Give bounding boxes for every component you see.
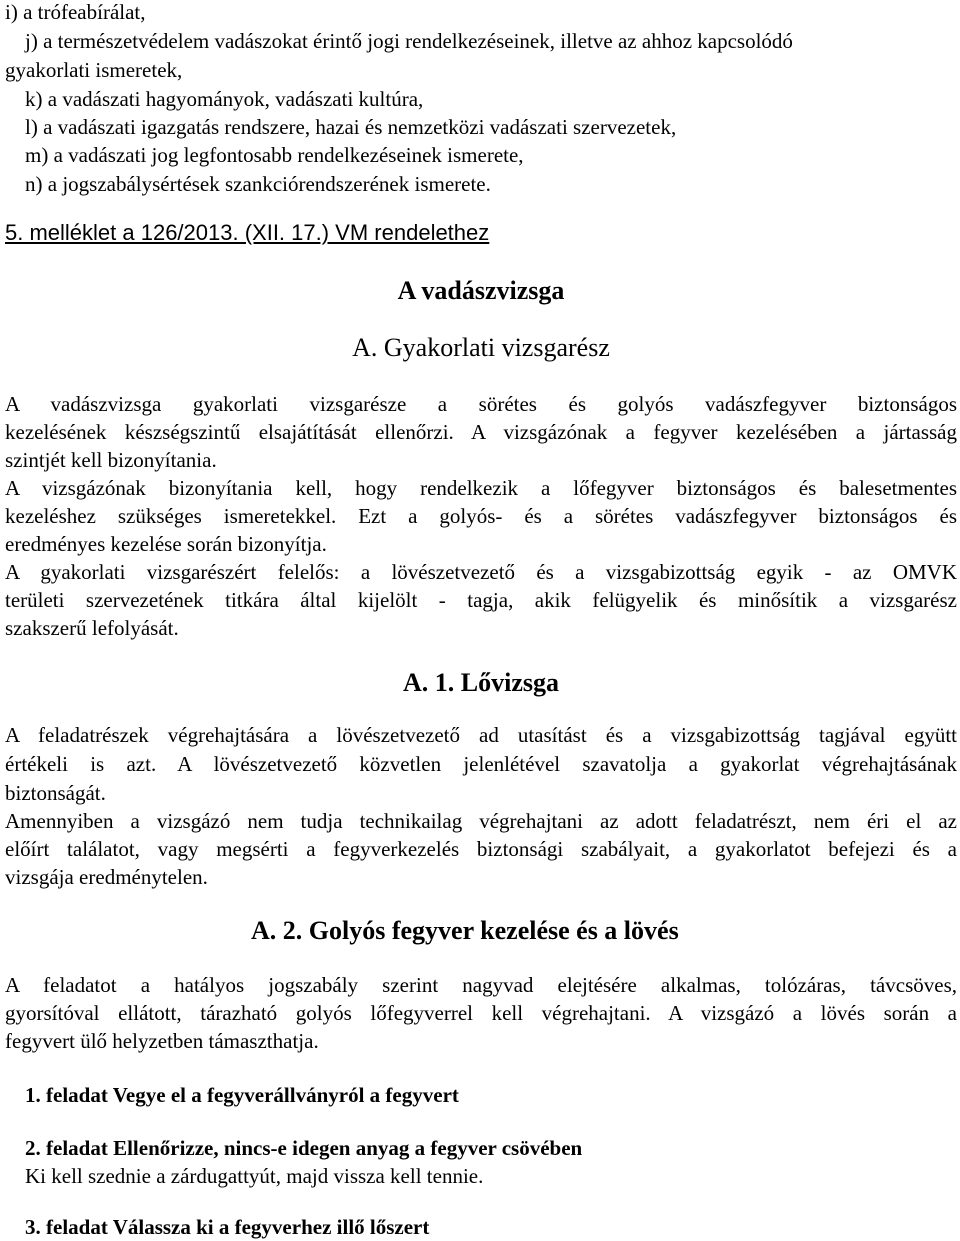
doc-title: A vadászvizsga — [397, 276, 565, 305]
section-a1-heading: A. 1. Lővizsga — [403, 668, 559, 697]
section-a1-line: A feladatrészek végrehajtására a lövészetvezető ad utasítást és a vizsgabizottság tagjával együtt — [5, 723, 957, 747]
section-a1-line: biztonságát. — [5, 781, 106, 805]
annex-heading: 5. melléklet a 126/2013. (XII. 17.) VM rendelethez — [5, 220, 490, 245]
section-a2-line: A feladatot a hatályos jogszabály szerint nagyvad elejtésére alkalmas, tolózáras, távcsöves, — [5, 973, 957, 997]
section-a-heading: A. Gyakorlati vizsgarész — [352, 333, 610, 362]
task-3-title: 3. feladat Válassza ki a fegyverhez illő lőszert — [25, 1215, 430, 1239]
section-a-line: szintjét kell bizonyítania. — [5, 448, 217, 472]
list-item-j: j) a természetvédelem vadászokat érintő jogi rendelkezéseinek, illetve az ahhoz kapcsolódó — [25, 29, 793, 53]
section-a-line: A vadászvizsga gyakorlati vizsgarésze a sörétes és golyós vadászfegyver biztonságos — [5, 392, 957, 416]
section-a2-heading: A. 2. Golyós fegyver kezelése és a lövés — [251, 916, 679, 945]
section-a-line: szakszerű lefolyását. — [5, 616, 179, 640]
list-item-k: k) a vadászati hagyományok, vadászati kultúra, — [25, 87, 424, 111]
section-a1-line: vizsgája eredménytelen. — [5, 865, 208, 889]
list-item-j-continuation: gyakorlati ismeretek, — [5, 58, 183, 82]
section-a-line: területi szervezetének titkára által kijelölt - tagja, akik felügyelik és minősítik a vizsgarész — [5, 588, 957, 612]
section-a2-line: fegyvert ülő helyzetben támaszthatja. — [5, 1029, 319, 1053]
section-a-line: kezeléshez szükséges ismeretekkel. Ezt a golyós- és a sörétes vadászfegyver biztonságos és — [5, 504, 957, 528]
section-a2-line: gyorsítóval ellátott, tárazható golyós lőfegyverrel kell végrehajtani. A vizsgázó a lövés során a — [5, 1001, 957, 1025]
list-item-m: m) a vadászati jog legfontosabb rendelkezéseinek ismerete, — [25, 143, 524, 167]
task-2-note: Ki kell szednie a zárdugattyút, majd vissza kell tennie. — [25, 1164, 484, 1188]
task-2-title: 2. feladat Ellenőrizze, nincs-e idegen anyag a fegyver csövében — [25, 1136, 583, 1160]
section-a1-line: előírt találatot, vagy megsérti a fegyverkezelés biztonsági szabályait, a gyakorlatot befejezi és a — [5, 837, 957, 861]
section-a-line: eredményes kezelése során bizonyítja. — [5, 532, 327, 556]
section-a-line: kezelésének készségszintű elsajátítását ellenőrzi. A vizsgázónak a fegyver kezelésében a jártasság — [5, 420, 957, 444]
list-item-l: l) a vadászati igazgatás rendszere, hazai és nemzetközi vadászati szervezetek, — [25, 115, 677, 139]
section-a1-line: Amennyiben a vizsgázó nem tudja technikailag végrehajtani az adott feladatrészt, nem éri el az — [5, 809, 957, 833]
section-a-line: A vizsgázónak bizonyítania kell, hogy rendelkezik a lőfegyver biztonságos és balesetmentes — [5, 476, 957, 500]
task-1-title: 1. feladat Vegye el a fegyverállványról a fegyvert — [25, 1083, 459, 1107]
list-item-i: i) a trófeabírálat, — [5, 0, 146, 24]
list-item-n: n) a jogszabálysértések szankciórendszerének ismerete. — [25, 172, 491, 196]
section-a-line: A gyakorlati vizsgarészért felelős: a lövészetvezető és a vizsgabizottság egyik - az OMVK — [5, 560, 957, 584]
section-a1-line: értékeli is azt. A lövészetvezető közvetlen jelenlétével szavatolja a gyakorlat végrehajtásának — [5, 752, 957, 776]
